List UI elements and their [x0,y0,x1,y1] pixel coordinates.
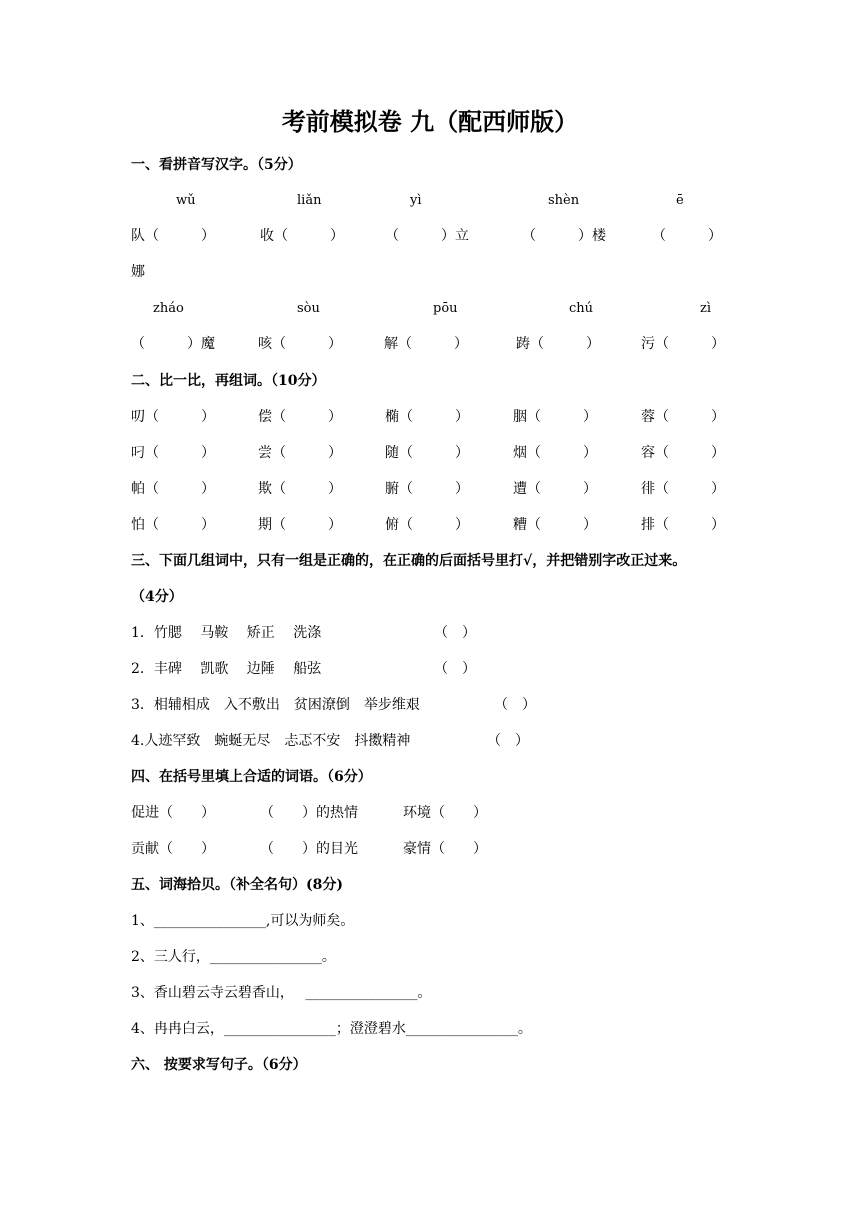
blank-item[interactable]: 俯（ ） [385,517,469,533]
wrapped-char: 娜 [131,264,145,280]
blank-item[interactable]: 腑（ ） [385,481,469,497]
blank-item[interactable]: 遭（ ） [513,481,597,497]
pinyin: sòu [297,301,320,316]
fill-line[interactable]: 2、三人行，________________。 [131,949,336,965]
blank-item[interactable]: 促进（ ） [131,805,215,821]
blank-item[interactable]: 收（ ） [260,228,344,244]
section-3-heading: 三、下面几组词中，只有一组是正确的，在正确的后面括号里打√，并把错别字改正过来。 [131,553,687,569]
section-4-heading: 四、在括号里填上合适的词语。（6分） [131,769,372,785]
section-2-heading: 二、比一比，再组词。（10分） [131,373,326,389]
section-1-heading: 一、看拼音写汉字。（5分） [131,157,302,173]
pinyin: yì [410,193,422,208]
word-group: 1．竹腮 马鞍 矫正 洗涤 [131,625,322,641]
blank-item[interactable]: 徘（ ） [641,481,725,497]
blank-item[interactable]: （ ）立 [385,228,469,244]
blank-item[interactable]: 咳（ ） [258,336,342,352]
section-5-heading: 五、词海拾贝。（补全名句）(8分) [131,877,343,893]
blank-item[interactable]: 欺（ ） [258,481,342,497]
answer-bracket[interactable]: （ ） [494,697,536,713]
blank-item[interactable]: 期（ ） [258,517,342,533]
blank-item[interactable]: （ ）楼 [522,228,606,244]
pinyin: zháo [153,301,184,316]
blank-item[interactable]: 排（ ） [641,517,725,533]
blank-item[interactable]: 叼（ ） [131,445,215,461]
word-group: 2．丰碑 凯歌 边陲 船弦 [131,661,322,677]
pinyin: shèn [548,193,580,208]
blank-item[interactable]: 贡献（ ） [131,841,215,857]
blank-item[interactable]: 豪情（ ） [403,841,487,857]
blank-item[interactable]: （ ） [652,228,722,244]
blank-item[interactable]: 烟（ ） [513,445,597,461]
pinyin: pōu [433,301,458,316]
fill-line[interactable]: 3、香山碧云寺云碧香山， ________________。 [131,985,432,1001]
blank-item[interactable]: 队（ ） [131,228,215,244]
answer-bracket[interactable]: （ ） [487,733,529,749]
blank-item[interactable]: 叨（ ） [131,409,215,425]
word-group: 3．相辅相成 入不敷出 贫困潦倒 举步维艰 [131,697,420,713]
section-6-heading: 六、 按要求写句子。（6分） [131,1057,307,1073]
blank-item[interactable]: 污（ ） [641,336,725,352]
blank-item[interactable]: 偿（ ） [258,409,342,425]
pinyin: ē [676,193,684,208]
blank-item[interactable]: 解（ ） [384,336,468,352]
pinyin: wǔ [176,193,196,208]
fill-line[interactable]: 4、冉冉白云，________________；澄澄碧水________________。 [131,1021,532,1037]
blank-item[interactable]: （ ）的热情 [260,805,358,821]
blank-item[interactable]: 环境（ ） [403,805,487,821]
blank-item[interactable]: 帕（ ） [131,481,215,497]
blank-item[interactable]: （ ）魔 [131,336,215,352]
blank-item[interactable]: 容（ ） [641,445,725,461]
answer-bracket[interactable]: （ ） [434,661,476,677]
blank-item[interactable]: 椭（ ） [385,409,469,425]
fill-line[interactable]: 1、________________,可以为师矣。 [131,913,355,929]
blank-item[interactable]: （ ）的目光 [260,841,358,857]
answer-bracket[interactable]: （ ） [434,625,476,641]
page-title: 考前模拟卷 九（配西师版） [281,107,579,136]
blank-item[interactable]: 怕（ ） [131,517,215,533]
blank-item[interactable]: 糟（ ） [513,517,597,533]
pinyin: zì [700,301,712,316]
word-group: 4.人迹罕致 蜿蜒无尽 忐忑不安 抖擞精神 [131,733,411,749]
pinyin: liǎn [297,193,322,208]
blank-item[interactable]: 胭（ ） [513,409,597,425]
blank-item[interactable]: 尝（ ） [258,445,342,461]
blank-item[interactable]: 随（ ） [385,445,469,461]
pinyin: chú [569,301,594,316]
blank-item[interactable]: 蓉（ ） [641,409,725,425]
section-3-score: （4分） [131,589,183,605]
blank-item[interactable]: 踌（ ） [516,336,600,352]
